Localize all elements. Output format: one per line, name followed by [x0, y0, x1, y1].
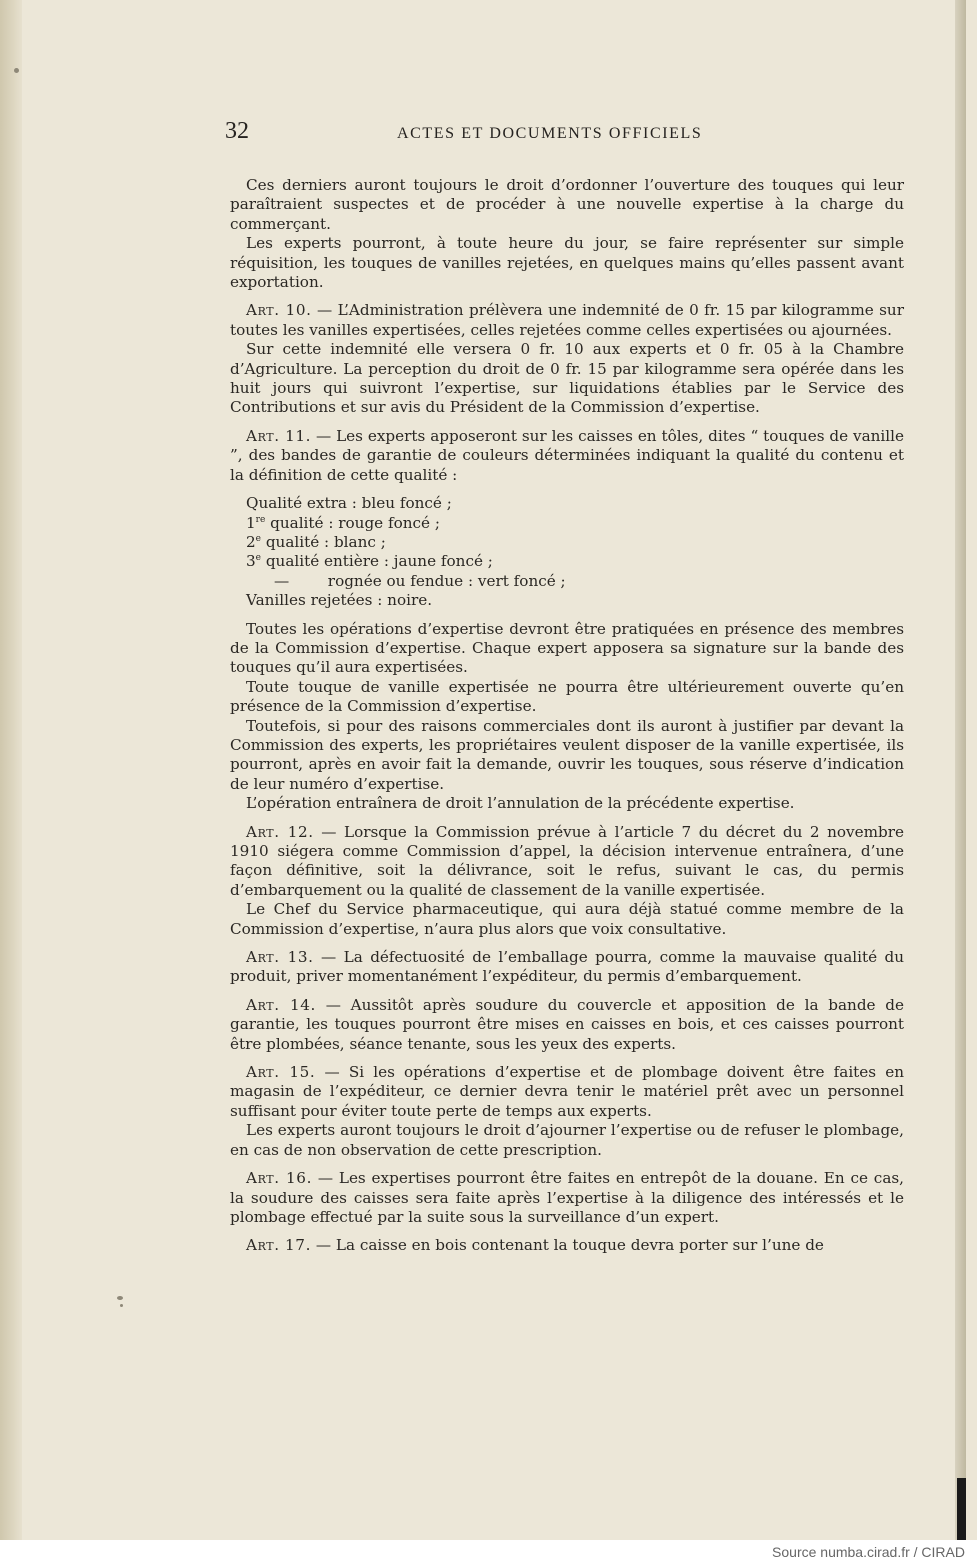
article-text: — Lorsque la Commission prévue à l’article 7 du décret du 2 novembre 1910 siégera comme Commission d’appel, la décision intervenue entraînera, d’une façon définitive, soit la délivrance, soit le refus, suivant le cas, du permis d’embarquement ou la qualité de classement de la vanille expertisée.: [230, 822, 904, 899]
left-page-edge: [0, 0, 22, 1566]
article-17: [230, 1236, 904, 1255]
article-14: [230, 996, 904, 1054]
article-text: — La défectuosité de l’emballage pourra, comme la mauvaise qualité du produit, priver momentanément l’expéditeur, du permis d’embarquement.: [230, 948, 904, 986]
article-text: — L’Administration prélèvera une indemnité de 0 fr. 15 par kilogramme sur toutes les vanilles expertisées, celles rejetées comme celles expertisées ou ajournées.: [230, 301, 904, 339]
paper-speck: [14, 68, 19, 73]
article-label: Art. 14.: [246, 995, 316, 1014]
source-bar: [0, 1540, 977, 1566]
paragraph: Les experts pourront, à toute heure du jour, se faire représenter sur simple réquisition, les touques de vanilles rejetées, en quelques mains qu’elles passent avant exportation.: [230, 234, 904, 292]
source-credit: Source numba.cirad.fr / CIRAD: [772, 1544, 965, 1560]
page-number: 32: [225, 118, 249, 144]
article-13: [230, 948, 904, 987]
article-text: — Les experts apposeront sur les caisses en tôles, dites “ touques de vanille ”, des bandes de garantie de couleurs déterminées indiquant la qualité du contenu et la définition de cette qualité :: [230, 426, 904, 484]
article-label: Art. 16.: [246, 1169, 313, 1188]
article-15: [230, 1063, 904, 1121]
article-text: — Les expertises pourront être faites en entrepôt de la douane. En ce cas, la soudure des caisses sera faite après l’expertise à la diligence des intéressés et le plombage effectué par la suite sous la surveillance d’un expert.: [230, 1169, 904, 1226]
article-11: [230, 427, 904, 485]
article-12: [230, 823, 904, 901]
paper-speck: [120, 1304, 123, 1307]
article-label: Art. 10.: [246, 301, 312, 320]
list-item: 3e qualité entière : jaune foncé ;: [246, 552, 493, 571]
paragraph: Toute touque de vanille expertisée ne pourra être ultérieurement ouverte qu’en présence de la Commission d’expertise.: [230, 677, 904, 716]
paper-speck: [117, 1296, 123, 1300]
paragraph: Le Chef du Service pharmaceutique, qui aura déjà statué comme membre de la Commission d’expertise, n’aura plus alors que voix consultative.: [230, 900, 904, 938]
body-text: [230, 176, 904, 1256]
spine-edge: [955, 0, 966, 1540]
article-label: Art. 15.: [246, 1063, 316, 1082]
article-label: Art. 17.: [246, 1236, 312, 1255]
list-item: Vanilles rejetées : noire.: [246, 591, 433, 610]
paragraph: Toutes les opérations d’expertise devront être pratiquées en présence des membres de la Commission d’expertise. Chaque expert apposera sa signature sur la bande des touques qu’il aura expertisées.: [230, 619, 904, 677]
page-header: [225, 118, 915, 152]
list-item: 2e qualité : blanc ;: [246, 532, 386, 551]
quality-color-list: [246, 494, 904, 610]
paragraph: Ces derniers auront toujours le droit d’ordonner l’ouverture des touques qui leur paraîtraient suspectes et de procéder à une nouvelle expertise à la charge du commerçant.: [230, 176, 904, 233]
list-item: 1re qualité : rouge foncé ;: [246, 513, 440, 532]
paragraph: Toutefois, si pour des raisons commerciales dont ils auront à justifier par devant la Commission des experts, les propriétaires veulent disposer de la vanille expertisée, ils pourront, après en avoir fait la demande, ouvrir les touques, sous réserve d’indication de leur numéro d’expertise.: [230, 716, 904, 793]
article-label: Art. 12.: [246, 822, 314, 841]
paragraph: Les experts auront toujours le droit d’ajourner l’expertise ou de refuser le plombage, en cas de non observation de cette prescription.: [230, 1121, 904, 1159]
spine-dark-mark: [957, 1478, 966, 1540]
paragraph: Sur cette indemnité elle versera 0 fr. 10 aux experts et 0 fr. 05 à la Chambre d’Agriculture. La perception du droit de 0 fr. 15 par kilogramme sera opérée dans les huit jours qui suivront l’expertise, sur liquidations établies par le Service des Contributions et sur avis du Président de la Commission d’expertise.: [230, 340, 904, 417]
article-text: — Aussitôt après soudure du couvercle et apposition de la bande de garantie, les touques pourront être mises en caisses en bois, et ces caisses pourront être plombées, séance tenante, sous les yeux des experts.: [230, 995, 904, 1053]
article-label: Art. 13.: [246, 948, 314, 967]
list-item: — rognée ou fendue : vert foncé ;: [274, 571, 566, 590]
paragraph: L’opération entraînera de droit l’annulation de la précédente expertise.: [246, 794, 795, 813]
article-10: [230, 301, 904, 340]
article-label: Art. 11.: [246, 426, 312, 445]
article-16: [230, 1169, 904, 1227]
running-title: ACTES ET DOCUMENTS OFFICIELS: [397, 125, 703, 142]
article-text: — La caisse en bois contenant la touque devra porter sur l’une de: [311, 1236, 824, 1255]
list-item: Qualité extra : bleu foncé ;: [246, 494, 452, 513]
article-text: — Si les opérations d’expertise et de plombage doivent être faites en magasin de l’expéditeur, ce dernier devra tenir le matériel prêt avec un personnel suffisant pour éviter toute perte de temps aux experts.: [230, 1063, 904, 1120]
